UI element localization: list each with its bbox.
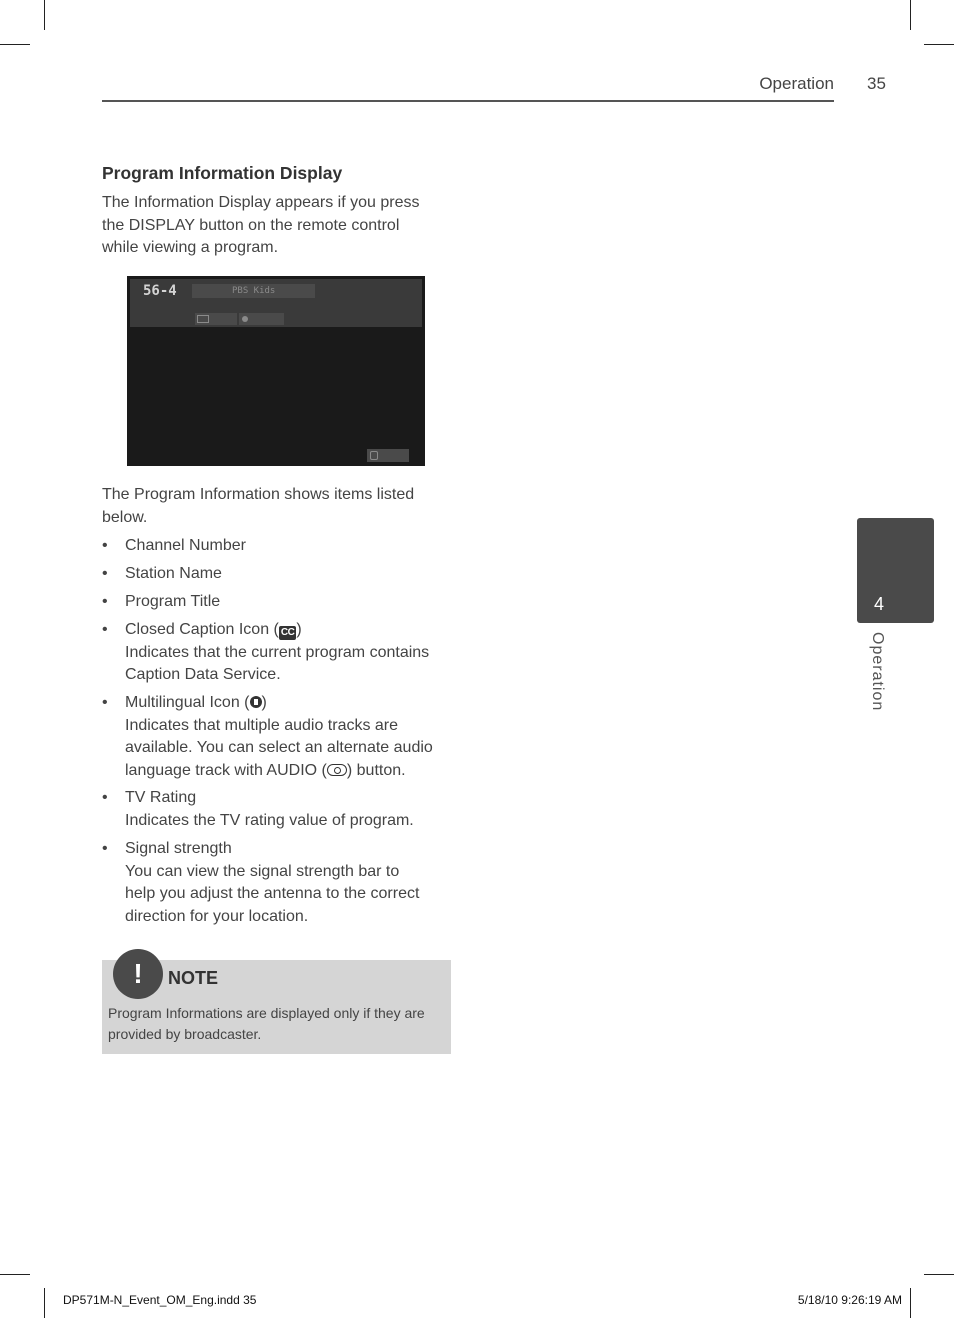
crop-mark xyxy=(910,0,911,30)
crop-mark xyxy=(0,44,30,45)
bullet: • xyxy=(102,789,108,806)
item-description: You can view the signal strength bar to xyxy=(125,862,400,880)
note-line: provided by broadcaster. xyxy=(108,1025,262,1042)
item-title xyxy=(125,619,455,642)
list-intro-paragraph xyxy=(102,484,414,529)
audio-button-icon xyxy=(327,764,347,776)
header-rule xyxy=(102,100,834,102)
exclamation-icon: ! xyxy=(113,949,163,999)
closed-caption-icon xyxy=(197,315,209,323)
item-description: help you adjust the antenna to the correct xyxy=(125,885,420,902)
item-description-text: ) button. xyxy=(346,761,406,779)
item-title-text: ) xyxy=(261,694,267,711)
running-header-section: Operation xyxy=(759,74,834,93)
crop-mark xyxy=(924,1274,954,1275)
section-title: Program Information Display xyxy=(102,163,343,183)
item-description: Indicates the TV rating value of program. xyxy=(125,811,414,829)
intro-line: while viewing a program. xyxy=(102,239,279,256)
item-title-text: Closed Caption Icon ( xyxy=(125,621,279,638)
bullet: • xyxy=(102,694,108,711)
item-description: available. You can select an alternate audio xyxy=(125,739,433,756)
page-number: 35 xyxy=(867,74,886,93)
chapter-tab xyxy=(857,518,934,623)
item-title xyxy=(125,692,455,715)
footer-file-name: DP571M-N_Event_OM_Eng.indd 35 xyxy=(63,1293,257,1307)
crop-mark xyxy=(0,1274,30,1275)
crop-mark xyxy=(44,1288,45,1318)
note-label: NOTE xyxy=(168,968,219,988)
footer-timestamp: 5/18/10 9:26:19 AM xyxy=(797,1293,902,1307)
signal-strength-indicator xyxy=(367,449,409,462)
crop-mark xyxy=(910,1288,911,1318)
bullet: • xyxy=(102,537,108,554)
item-description: direction for your location. xyxy=(125,907,309,925)
item-title: TV Rating xyxy=(125,789,197,806)
note-line: Program Informations are displayed only if they are xyxy=(108,1005,425,1021)
info-band xyxy=(130,279,422,327)
item-description: Caption Data Service. xyxy=(125,666,281,683)
bullet: • xyxy=(102,565,108,582)
crop-mark xyxy=(44,0,45,30)
note-text xyxy=(108,1003,448,1044)
bullet: • xyxy=(102,621,108,638)
chapter-number: 4 xyxy=(874,594,885,614)
item-title: Channel Number xyxy=(125,537,246,554)
crop-mark xyxy=(924,44,954,45)
item-title-text: Multilingual Icon ( xyxy=(125,694,250,711)
multilingual-icon xyxy=(250,696,262,708)
list-intro-line: below. xyxy=(102,508,148,526)
intro-line: the DISPLAY button on the remote control xyxy=(102,216,400,234)
item-description xyxy=(125,760,455,783)
item-description: Indicates that the current program contains xyxy=(125,643,430,661)
bullet: • xyxy=(102,840,108,857)
multilingual-indicator xyxy=(239,313,284,325)
channel-number: 56-4 xyxy=(143,283,177,299)
bullet: • xyxy=(102,593,108,610)
item-description-text: language track with AUDIO ( xyxy=(125,761,327,779)
program-info-screen xyxy=(127,276,425,466)
station-name: PBS Kids xyxy=(192,284,315,298)
list-intro-line: The Program Information shows items listed xyxy=(102,486,415,503)
item-description: Indicates that multiple audio tracks are xyxy=(125,716,399,734)
item-title: Signal strength xyxy=(125,840,232,857)
item-title-text: ) xyxy=(296,621,302,638)
closed-caption-icon: CC xyxy=(280,627,295,638)
item-title: Program Title xyxy=(125,593,221,610)
signal-icon xyxy=(370,451,378,460)
item-title: Station Name xyxy=(125,565,222,582)
intro-paragraph xyxy=(102,192,419,260)
intro-line: The Information Display appears if you press xyxy=(102,194,420,211)
closed-caption-indicator xyxy=(195,313,237,325)
multilingual-icon xyxy=(242,316,248,322)
chapter-label: Operation xyxy=(869,632,886,712)
